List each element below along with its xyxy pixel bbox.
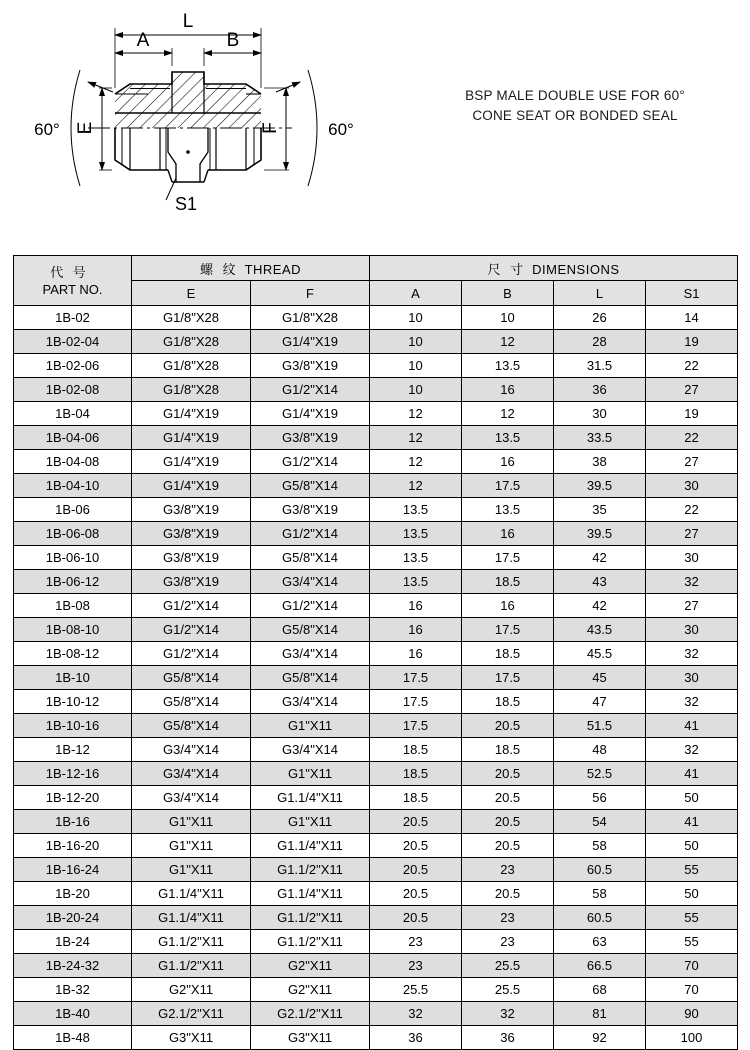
cell-s1: 14	[646, 306, 738, 330]
cell-l: 51.5	[554, 714, 646, 738]
table-row	[14, 858, 738, 882]
cell-a: 13.5	[370, 570, 462, 594]
cell-f: G2"X11	[251, 954, 370, 978]
cell-a: 18.5	[370, 786, 462, 810]
header-dimensions-cn: 尺 寸	[487, 261, 527, 277]
header-part-no-en: PART NO.	[42, 281, 103, 297]
cell-s1: 30	[646, 618, 738, 642]
cell-s1: 22	[646, 498, 738, 522]
cell-part: 1B-16-24	[14, 858, 132, 882]
cell-a: 16	[370, 618, 462, 642]
cell-e: G5/8"X14	[132, 690, 251, 714]
fitting-body-upper	[115, 72, 261, 128]
cell-part: 1B-12-16	[14, 762, 132, 786]
specification-table	[13, 255, 738, 1050]
cell-e: G1/4"X19	[132, 426, 251, 450]
cell-f: G1"X11	[251, 810, 370, 834]
cell-e: G3/4"X14	[132, 762, 251, 786]
cell-e: G1/8"X28	[132, 354, 251, 378]
cell-l: 36	[554, 378, 646, 402]
cell-a: 17.5	[370, 690, 462, 714]
cell-b: 16	[462, 378, 554, 402]
cell-s1: 32	[646, 642, 738, 666]
cell-part: 1B-10-16	[14, 714, 132, 738]
cell-part: 1B-04-10	[14, 474, 132, 498]
cell-l: 42	[554, 546, 646, 570]
cell-a: 20.5	[370, 858, 462, 882]
cell-f: G2.1/2"X11	[251, 1002, 370, 1026]
cell-s1: 41	[646, 762, 738, 786]
dim-label-A: A	[136, 30, 150, 51]
cell-f: G1.1/4"X11	[251, 834, 370, 858]
cell-e: G1.1/2"X11	[132, 954, 251, 978]
cell-part: 1B-20	[14, 882, 132, 906]
cell-e: G1/2"X14	[132, 594, 251, 618]
cell-l: 42	[554, 594, 646, 618]
table-row	[14, 666, 738, 690]
cell-b: 17.5	[462, 474, 554, 498]
cell-f: G3/4"X14	[251, 570, 370, 594]
cell-l: 58	[554, 834, 646, 858]
table-row	[14, 378, 738, 402]
cell-l: 45	[554, 666, 646, 690]
cell-a: 20.5	[370, 810, 462, 834]
angle-label-left: 60°	[34, 120, 60, 139]
cell-a: 12	[370, 402, 462, 426]
table-row	[14, 1026, 738, 1050]
table-row	[14, 906, 738, 930]
cell-a: 13.5	[370, 498, 462, 522]
table-row	[14, 1002, 738, 1026]
cell-e: G1/4"X19	[132, 402, 251, 426]
cell-part: 1B-10-12	[14, 690, 132, 714]
cell-l: 54	[554, 810, 646, 834]
cell-part: 1B-06-10	[14, 546, 132, 570]
cell-e: G1/8"X28	[132, 306, 251, 330]
table-row	[14, 954, 738, 978]
cell-s1: 22	[646, 426, 738, 450]
cell-b: 23	[462, 858, 554, 882]
cell-l: 33.5	[554, 426, 646, 450]
cell-l: 66.5	[554, 954, 646, 978]
cell-b: 16	[462, 594, 554, 618]
cell-s1: 27	[646, 594, 738, 618]
header-col-e: E	[132, 281, 251, 306]
cell-b: 13.5	[462, 354, 554, 378]
cell-f: G2"X11	[251, 978, 370, 1002]
cell-s1: 30	[646, 546, 738, 570]
cell-a: 10	[370, 378, 462, 402]
header-thread-en: THREAD	[244, 261, 302, 277]
cell-e: G1.1/2"X11	[132, 930, 251, 954]
cell-part: 1B-08-10	[14, 618, 132, 642]
cell-f: G1"X11	[251, 714, 370, 738]
cell-e: G3"X11	[132, 1026, 251, 1050]
cell-l: 30	[554, 402, 646, 426]
cell-a: 32	[370, 1002, 462, 1026]
table-row	[14, 594, 738, 618]
cell-l: 63	[554, 930, 646, 954]
cell-f: G3/8"X19	[251, 426, 370, 450]
cell-s1: 27	[646, 378, 738, 402]
cell-a: 16	[370, 642, 462, 666]
table-row	[14, 810, 738, 834]
cell-part: 1B-48	[14, 1026, 132, 1050]
cell-e: G3/4"X14	[132, 786, 251, 810]
header-dimensions-group	[370, 256, 738, 281]
angle-label-right: 60°	[328, 120, 354, 139]
cell-part: 1B-16	[14, 810, 132, 834]
cell-b: 17.5	[462, 546, 554, 570]
cell-a: 17.5	[370, 666, 462, 690]
cell-part: 1B-06-08	[14, 522, 132, 546]
cell-b: 20.5	[462, 810, 554, 834]
cell-s1: 55	[646, 906, 738, 930]
header-part-no-cn: 代 号	[50, 264, 89, 280]
cell-b: 36	[462, 1026, 554, 1050]
cell-f: G3/8"X19	[251, 354, 370, 378]
cell-part: 1B-04-06	[14, 426, 132, 450]
cell-l: 58	[554, 882, 646, 906]
cell-l: 45.5	[554, 642, 646, 666]
cell-s1: 27	[646, 522, 738, 546]
description-line-1: BSP MALE DOUBLE USE FOR 60°	[465, 88, 685, 103]
cell-f: G3/8"X19	[251, 498, 370, 522]
cell-s1: 19	[646, 330, 738, 354]
cell-part: 1B-06	[14, 498, 132, 522]
cell-part: 1B-24-32	[14, 954, 132, 978]
cell-a: 23	[370, 954, 462, 978]
cell-s1: 19	[646, 402, 738, 426]
cell-a: 23	[370, 930, 462, 954]
table-row	[14, 330, 738, 354]
cell-f: G1/2"X14	[251, 378, 370, 402]
cell-part: 1B-06-12	[14, 570, 132, 594]
dim-label-E: E	[75, 121, 96, 135]
cell-s1: 55	[646, 930, 738, 954]
cell-l: 60.5	[554, 858, 646, 882]
cell-part: 1B-08-12	[14, 642, 132, 666]
cell-e: G5/8"X14	[132, 714, 251, 738]
cell-s1: 22	[646, 354, 738, 378]
header-thread-cn: 螺 纹	[199, 261, 239, 277]
header-thread-group	[132, 256, 370, 281]
cell-b: 13.5	[462, 498, 554, 522]
cell-s1: 70	[646, 978, 738, 1002]
cell-e: G1.1/4"X11	[132, 882, 251, 906]
cell-a: 17.5	[370, 714, 462, 738]
table-row	[14, 354, 738, 378]
cell-s1: 30	[646, 474, 738, 498]
cell-f: G1/2"X14	[251, 522, 370, 546]
table-row	[14, 522, 738, 546]
cell-a: 10	[370, 330, 462, 354]
cell-part: 1B-12-20	[14, 786, 132, 810]
cell-b: 20.5	[462, 882, 554, 906]
cell-f: G1.1/2"X11	[251, 906, 370, 930]
cell-f: G3"X11	[251, 1026, 370, 1050]
cell-b: 18.5	[462, 642, 554, 666]
table-row	[14, 426, 738, 450]
cell-s1: 90	[646, 1002, 738, 1026]
table-row	[14, 690, 738, 714]
dim-label-B: B	[226, 30, 240, 51]
dim-label-F: F	[260, 122, 281, 134]
table-row	[14, 474, 738, 498]
cell-l: 60.5	[554, 906, 646, 930]
cell-part: 1B-24	[14, 930, 132, 954]
cell-s1: 41	[646, 714, 738, 738]
cell-s1: 50	[646, 834, 738, 858]
cell-b: 18.5	[462, 690, 554, 714]
table-head	[14, 256, 738, 306]
cell-b: 23	[462, 906, 554, 930]
cell-a: 20.5	[370, 882, 462, 906]
cell-part: 1B-02-06	[14, 354, 132, 378]
cell-f: G1/4"X19	[251, 330, 370, 354]
description-line-2: CONE SEAT OR BONDED SEAL	[472, 108, 678, 123]
cell-e: G3/8"X19	[132, 498, 251, 522]
cell-a: 36	[370, 1026, 462, 1050]
cell-f: G1.1/4"X11	[251, 786, 370, 810]
cell-e: G1/4"X19	[132, 450, 251, 474]
header-col-l: L	[554, 281, 646, 306]
fitting-body-lower	[115, 128, 261, 182]
cell-part: 1B-04	[14, 402, 132, 426]
cell-a: 20.5	[370, 906, 462, 930]
table-row	[14, 642, 738, 666]
cell-part: 1B-10	[14, 666, 132, 690]
cell-s1: 27	[646, 450, 738, 474]
cell-e: G1/8"X28	[132, 378, 251, 402]
angle-arc-right	[308, 70, 317, 186]
cell-l: 28	[554, 330, 646, 354]
cell-part: 1B-02	[14, 306, 132, 330]
cell-f: G1.1/4"X11	[251, 882, 370, 906]
cell-l: 39.5	[554, 474, 646, 498]
cell-e: G1"X11	[132, 810, 251, 834]
cell-f: G1/8"X28	[251, 306, 370, 330]
cell-l: 52.5	[554, 762, 646, 786]
cell-a: 25.5	[370, 978, 462, 1002]
cell-f: G1/4"X19	[251, 402, 370, 426]
cell-e: G1"X11	[132, 834, 251, 858]
cell-a: 13.5	[370, 546, 462, 570]
cell-a: 18.5	[370, 762, 462, 786]
table-row	[14, 570, 738, 594]
cell-e: G3/8"X19	[132, 570, 251, 594]
cell-f: G5/8"X14	[251, 546, 370, 570]
cell-s1: 70	[646, 954, 738, 978]
cell-part: 1B-04-08	[14, 450, 132, 474]
cell-f: G3/4"X14	[251, 642, 370, 666]
cell-b: 25.5	[462, 954, 554, 978]
cell-a: 20.5	[370, 834, 462, 858]
cell-b: 20.5	[462, 714, 554, 738]
dim-label-L: L	[182, 11, 194, 32]
cell-f: G3/4"X14	[251, 738, 370, 762]
cell-s1: 32	[646, 570, 738, 594]
cell-e: G1/2"X14	[132, 642, 251, 666]
cell-s1: 30	[646, 666, 738, 690]
cell-a: 18.5	[370, 738, 462, 762]
table-row	[14, 546, 738, 570]
product-description	[400, 86, 750, 126]
header-col-a: A	[370, 281, 462, 306]
header-part-no	[14, 256, 132, 306]
table-row	[14, 834, 738, 858]
cell-s1: 32	[646, 738, 738, 762]
cell-f: G1.1/2"X11	[251, 858, 370, 882]
cell-f: G5/8"X14	[251, 474, 370, 498]
cell-s1: 50	[646, 882, 738, 906]
cell-e: G3/4"X14	[132, 738, 251, 762]
cell-a: 12	[370, 474, 462, 498]
cell-e: G1/2"X14	[132, 618, 251, 642]
table-row	[14, 786, 738, 810]
cell-f: G1/2"X14	[251, 450, 370, 474]
cell-e: G2"X11	[132, 978, 251, 1002]
cell-b: 18.5	[462, 738, 554, 762]
table-row	[14, 498, 738, 522]
cell-part: 1B-02-08	[14, 378, 132, 402]
cell-s1: 32	[646, 690, 738, 714]
table-header-row-group	[14, 256, 738, 281]
cell-part: 1B-02-04	[14, 330, 132, 354]
cell-l: 35	[554, 498, 646, 522]
cell-l: 43	[554, 570, 646, 594]
cell-f: G3/4"X14	[251, 690, 370, 714]
cell-l: 26	[554, 306, 646, 330]
cell-b: 12	[462, 330, 554, 354]
cell-s1: 41	[646, 810, 738, 834]
cell-s1: 50	[646, 786, 738, 810]
cell-e: G1"X11	[132, 858, 251, 882]
header-col-f: F	[251, 281, 370, 306]
cell-s1: 55	[646, 858, 738, 882]
cell-e: G1.1/4"X11	[132, 906, 251, 930]
cell-b: 17.5	[462, 618, 554, 642]
cell-l: 81	[554, 1002, 646, 1026]
cell-part: 1B-08	[14, 594, 132, 618]
cell-b: 10	[462, 306, 554, 330]
cell-b: 16	[462, 450, 554, 474]
cell-b: 20.5	[462, 834, 554, 858]
cell-b: 16	[462, 522, 554, 546]
header-col-s1: S1	[646, 281, 738, 306]
table-row	[14, 762, 738, 786]
top-section	[0, 0, 750, 240]
cell-f: G5/8"X14	[251, 666, 370, 690]
cell-f: G1/2"X14	[251, 594, 370, 618]
cell-f: G1.1/2"X11	[251, 930, 370, 954]
cell-a: 12	[370, 450, 462, 474]
cell-f: G1"X11	[251, 762, 370, 786]
table-row	[14, 402, 738, 426]
table-row	[14, 714, 738, 738]
cell-l: 38	[554, 450, 646, 474]
cell-a: 13.5	[370, 522, 462, 546]
cell-part: 1B-16-20	[14, 834, 132, 858]
table-row	[14, 306, 738, 330]
specification-table-wrapper	[13, 255, 737, 1050]
cell-b: 13.5	[462, 426, 554, 450]
drawing-svg	[0, 0, 400, 240]
cell-l: 92	[554, 1026, 646, 1050]
cell-e: G2.1/2"X11	[132, 1002, 251, 1026]
header-col-b: B	[462, 281, 554, 306]
cell-l: 43.5	[554, 618, 646, 642]
cell-part: 1B-20-24	[14, 906, 132, 930]
cell-b: 32	[462, 1002, 554, 1026]
table-row	[14, 618, 738, 642]
table-row	[14, 882, 738, 906]
table-row	[14, 738, 738, 762]
cell-b: 23	[462, 930, 554, 954]
cell-s1: 100	[646, 1026, 738, 1050]
cell-e: G5/8"X14	[132, 666, 251, 690]
fitting-technical-drawing	[0, 0, 400, 240]
dim-label-S1: S1	[174, 194, 198, 214]
cell-b: 12	[462, 402, 554, 426]
cell-a: 16	[370, 594, 462, 618]
cell-e: G1/8"X28	[132, 330, 251, 354]
cell-b: 20.5	[462, 786, 554, 810]
table-body	[14, 306, 738, 1050]
header-dimensions-en: DIMENSIONS	[532, 261, 620, 277]
cell-l: 48	[554, 738, 646, 762]
cell-part: 1B-40	[14, 1002, 132, 1026]
cell-l: 56	[554, 786, 646, 810]
cell-e: G1/4"X19	[132, 474, 251, 498]
cell-b: 18.5	[462, 570, 554, 594]
cell-b: 25.5	[462, 978, 554, 1002]
cell-b: 20.5	[462, 762, 554, 786]
cell-part: 1B-12	[14, 738, 132, 762]
cell-l: 68	[554, 978, 646, 1002]
cell-a: 10	[370, 306, 462, 330]
table-row	[14, 930, 738, 954]
cell-f: G5/8"X14	[251, 618, 370, 642]
table-row	[14, 978, 738, 1002]
cell-b: 17.5	[462, 666, 554, 690]
cell-a: 12	[370, 426, 462, 450]
cell-e: G3/8"X19	[132, 546, 251, 570]
cell-l: 31.5	[554, 354, 646, 378]
cell-part: 1B-32	[14, 978, 132, 1002]
cell-l: 47	[554, 690, 646, 714]
table-row	[14, 450, 738, 474]
cell-a: 10	[370, 354, 462, 378]
cell-l: 39.5	[554, 522, 646, 546]
cell-e: G3/8"X19	[132, 522, 251, 546]
